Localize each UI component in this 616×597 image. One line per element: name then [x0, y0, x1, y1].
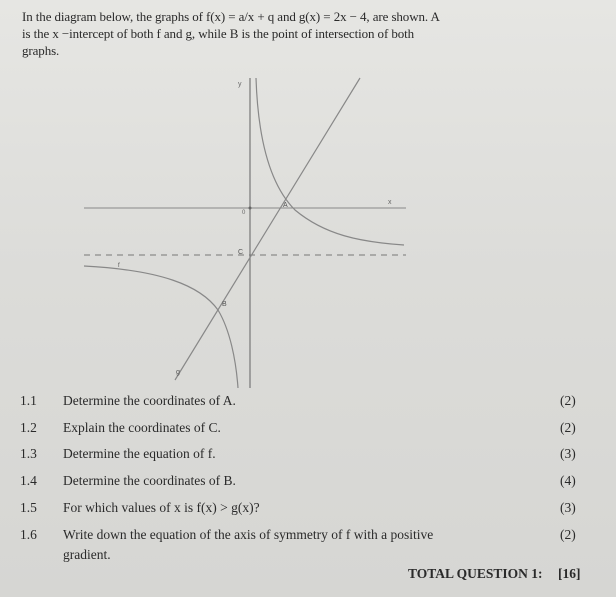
question-marks: (2)	[560, 393, 576, 408]
intro-line-1: In the diagram below, the graphs of f(x) = a/x + q and g(x) = 2x − 4, are shown. A	[22, 9, 440, 24]
question-number: 1.6	[20, 527, 37, 542]
origin-point	[249, 207, 252, 210]
hyperbola-right-branch	[256, 78, 404, 245]
question-marks: (4)	[560, 473, 576, 488]
question-number: 1.4	[20, 473, 37, 488]
question-marks: (3)	[560, 500, 576, 515]
question-row-1-3	[0, 446, 616, 466]
intro-line-2: is the x −intercept of both f and g, while B is the point of intersection of both	[22, 26, 415, 41]
total-marks: [16]	[558, 566, 581, 581]
point-c-label: C	[238, 249, 244, 256]
graph-f-label: f	[118, 263, 120, 269]
question-text: Explain the coordinates of C.	[63, 420, 221, 435]
question-text: For which values of x is f(x) > g(x)?	[63, 500, 260, 515]
question-row-1-5	[0, 500, 616, 520]
total-label: TOTAL QUESTION 1:	[408, 566, 543, 581]
question-text: Write down the equation of the axis of symmetry of f with a positive	[63, 527, 434, 542]
question-row-1-2	[0, 420, 616, 440]
question-row-1-4	[0, 473, 616, 493]
x-axis-label: x	[388, 199, 392, 206]
question-number: 1.2	[20, 420, 37, 435]
point-b-label: B	[222, 301, 227, 308]
question-text: Determine the coordinates of A.	[63, 393, 236, 408]
y-axis-label: y	[238, 81, 242, 88]
graph-g-label: g	[176, 369, 180, 376]
question-text-continuation: gradient.	[63, 547, 111, 562]
total-row	[0, 566, 616, 586]
question-text: Determine the coordinates of B.	[63, 473, 236, 488]
origin-label: 0	[242, 210, 246, 216]
question-marks: (2)	[560, 527, 576, 542]
question-number: 1.3	[20, 446, 37, 461]
question-number: 1.1	[20, 393, 37, 408]
question-number: 1.5	[20, 500, 37, 515]
question-text: Determine the equation of f.	[63, 446, 216, 461]
hyperbola-left-branch	[84, 266, 238, 388]
question-marks: (3)	[560, 446, 576, 461]
graph-diagram	[70, 70, 430, 388]
question-intro	[22, 8, 522, 59]
question-marks: (2)	[560, 420, 576, 435]
point-a-label: A	[283, 202, 288, 209]
question-row-1-1	[0, 393, 616, 413]
question-row-1-6	[0, 527, 616, 562]
intro-line-3: graphs.	[22, 43, 60, 58]
graph-g-line	[175, 78, 360, 380]
